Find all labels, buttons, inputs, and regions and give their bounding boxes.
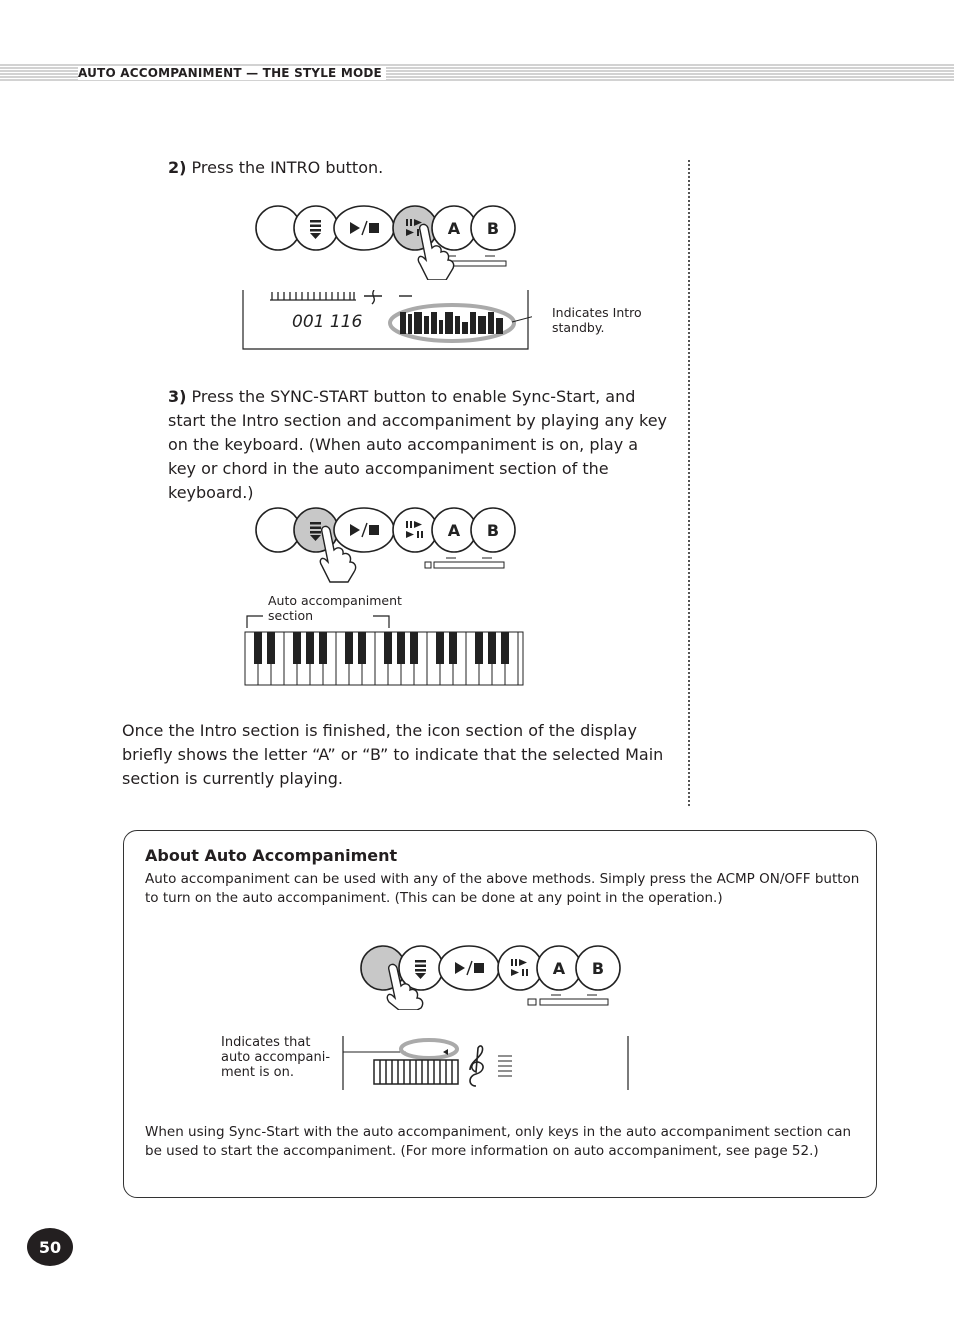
- acmp-section-caption: Auto accompaniment section: [268, 593, 402, 623]
- style-button-row-acmp: [355, 940, 625, 1010]
- column-divider: [688, 160, 690, 806]
- main-b-label: B: [591, 959, 605, 978]
- main-a-label: A: [552, 959, 566, 978]
- page-number: 50: [27, 1228, 73, 1266]
- box-text-1: Auto accompaniment can be used with any of the above methods. Simply press the ACMP ON/OFF button to turn on the auto accompaniment. (This can be done at any point in the operation.): [145, 871, 860, 906]
- acmp-on-caption: Indicates that auto accompani- ment is on.: [221, 1035, 331, 1080]
- lcd-clef-icon: [364, 290, 412, 304]
- keyboard-diagram: [243, 612, 527, 688]
- acmp-section-bracket: [247, 616, 389, 628]
- intro-ending-button[interactable]: [393, 508, 437, 552]
- main-a-label: A: [447, 219, 461, 238]
- section-indicator-bar: [425, 558, 504, 568]
- lcd-display-intro: [242, 290, 532, 352]
- step-2: [168, 156, 668, 180]
- section-indicator-bar: [528, 995, 608, 1005]
- box-text-2: When using Sync-Start with the auto accompaniment, only keys in the auto accompaniment section can be used to start the accompaniment. (For more information on auto accompaniment, see page 52.): [145, 1124, 852, 1159]
- box-title: About Auto Accompaniment: [145, 846, 398, 865]
- step-2-text: Press the INTRO button.: [191, 158, 384, 177]
- step-3-text: Press the SYNC-START button to enable Sync-Start, and start the Intro section and accompaniment by playing any key on the keyboard. (When auto accompaniment is on, play a key or chord in the auto accompaniment section of the keyboard.): [168, 387, 667, 502]
- lcd-intro-segments: [400, 312, 503, 334]
- sync-start-button[interactable]: [294, 206, 338, 250]
- lcd-number: 001 116: [292, 312, 363, 332]
- acmp-indicator-arrow: [443, 1049, 448, 1055]
- lcd-keyboard-segments: [270, 292, 356, 300]
- main-b-label: B: [486, 521, 500, 540]
- main-a-label: A: [447, 521, 461, 540]
- intro-finished-paragraph: Once the Intro section is finished, the icon section of the display briefly shows the letter “A” or “B” to indicate that the selected Main section is currently playing.: [122, 721, 664, 788]
- lcd-keyboard-segments: [374, 1060, 458, 1084]
- acmp-on-highlight: [401, 1040, 457, 1058]
- lcd-display-acmp: [330, 1034, 630, 1092]
- step-3: [168, 385, 668, 505]
- main-b-label: B: [486, 219, 500, 238]
- treble-clef-icon: [470, 1046, 483, 1086]
- staff-lines-icon: [498, 1056, 512, 1076]
- style-button-row-sync: [250, 502, 520, 584]
- running-header: AUTO ACCOMPANIMENT — THE STYLE MODE: [78, 66, 386, 80]
- step-3-number: 3): [168, 387, 187, 406]
- step-2-number: 2): [168, 158, 187, 177]
- intro-standby-caption: Indicates Intro standby.: [552, 305, 642, 335]
- style-button-row-intro: [250, 200, 520, 280]
- intro-ending-button[interactable]: [498, 946, 542, 990]
